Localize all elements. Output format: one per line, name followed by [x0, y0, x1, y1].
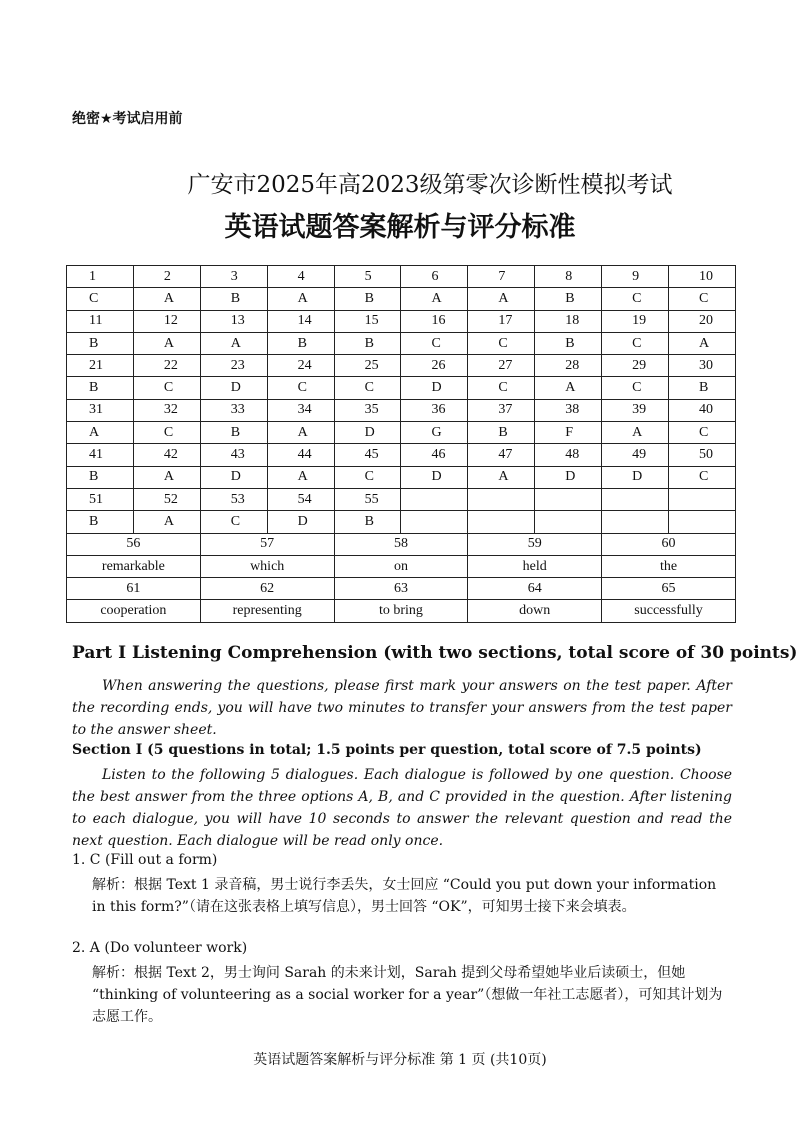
question-number-cell: 18	[535, 310, 602, 332]
answer-cell: B	[334, 511, 401, 533]
answer-cell: D	[267, 511, 334, 533]
fill-number-cell: 63	[334, 578, 468, 600]
answer-cell: D	[535, 466, 602, 488]
question-number-row	[67, 355, 736, 377]
answer-cell: C	[602, 377, 669, 399]
fill-number-cell: 58	[334, 533, 468, 555]
question-number-cell: 7	[468, 266, 535, 288]
question-number-cell	[401, 488, 468, 510]
answer-key-table	[66, 265, 736, 623]
question-number-cell: 49	[602, 444, 669, 466]
question-number-cell	[468, 488, 535, 510]
answer-cell: A	[468, 466, 535, 488]
answer-cell: B	[67, 377, 134, 399]
answer-row	[67, 511, 736, 533]
question-2-explanation: 解析：根据 Text 2，男士询问 Sarah 的未来计划，Sarah 提到父母希望她毕业后读硕士，但她 “thinking of volunteering as a social worker for a year”（想做一年社工志愿者），可知其计划为志愿工作。	[92, 965, 723, 1025]
answer-cell: C	[133, 377, 200, 399]
answer-cell: B	[334, 288, 401, 310]
answer-cell: C	[669, 466, 736, 488]
question-number-cell: 40	[669, 399, 736, 421]
answer-cell: A	[468, 288, 535, 310]
part1-heading: Part I Listening Comprehension (with two sections, total score of 30 points)	[72, 643, 798, 663]
answer-cell: B	[669, 377, 736, 399]
answer-cell: C	[602, 332, 669, 354]
question-number-cell: 20	[669, 310, 736, 332]
answer-cell	[535, 511, 602, 533]
fill-answer-cell: on	[334, 555, 468, 577]
fill-answer-cell: representing	[200, 600, 334, 622]
question-number-cell: 28	[535, 355, 602, 377]
answer-cell: B	[67, 511, 134, 533]
answer-row	[67, 377, 736, 399]
page-footer: 英语试题答案解析与评分标准 第 1 页 (共10页)	[253, 1052, 547, 1068]
question-number-cell: 50	[669, 444, 736, 466]
fill-answer-cell: cooperation	[67, 600, 201, 622]
question-number-cell: 14	[267, 310, 334, 332]
answer-cell	[602, 511, 669, 533]
fill-number-cell: 56	[67, 533, 201, 555]
question-number-cell: 23	[200, 355, 267, 377]
question-number-cell: 32	[133, 399, 200, 421]
fill-number-cell: 64	[468, 578, 602, 600]
answer-cell: C	[669, 422, 736, 444]
question-number-cell: 42	[133, 444, 200, 466]
answer-cell: D	[200, 466, 267, 488]
answer-row	[67, 422, 736, 444]
question-number-cell: 39	[602, 399, 669, 421]
answer-cell: A	[267, 288, 334, 310]
answer-cell: A	[67, 422, 134, 444]
fill-number-cell: 62	[200, 578, 334, 600]
answer-cell: D	[334, 422, 401, 444]
document-title: 英语试题答案解析与评分标准	[224, 212, 576, 243]
answer-cell: C	[669, 288, 736, 310]
question-number-cell: 3	[200, 266, 267, 288]
question-number-row	[67, 266, 736, 288]
fill-number-row	[67, 578, 736, 600]
answer-cell: A	[267, 466, 334, 488]
question-number-cell: 43	[200, 444, 267, 466]
answer-row	[67, 288, 736, 310]
fill-answer-cell: held	[468, 555, 602, 577]
fill-answer-cell: successfully	[602, 600, 736, 622]
question-number-cell: 35	[334, 399, 401, 421]
question-number-row	[67, 310, 736, 332]
answer-cell: A	[133, 332, 200, 354]
confidential-label: 绝密★考试启用前	[72, 111, 183, 127]
answer-cell: A	[267, 422, 334, 444]
answer-cell: C	[401, 332, 468, 354]
answer-row	[67, 466, 736, 488]
answer-cell: A	[401, 288, 468, 310]
question-number-cell: 10	[669, 266, 736, 288]
answer-cell: C	[602, 288, 669, 310]
question-number-cell: 52	[133, 488, 200, 510]
answer-cell: A	[602, 422, 669, 444]
question-number-cell	[669, 488, 736, 510]
answer-cell: B	[468, 422, 535, 444]
question-number-cell: 30	[669, 355, 736, 377]
answer-cell: A	[200, 332, 267, 354]
answer-row	[67, 332, 736, 354]
answer-cell	[468, 511, 535, 533]
question-number-cell: 53	[200, 488, 267, 510]
answer-cell: B	[535, 288, 602, 310]
question-number-cell: 6	[401, 266, 468, 288]
question-number-cell: 29	[602, 355, 669, 377]
question-number-row	[67, 488, 736, 510]
section1-instructions: Listen to the following 5 dialogues. Each dialogue is followed by one question. Choose the best answer from the three options A, B, and C provided in the question. After listening to each dialogue, you will have 10 seconds to answer the relevant question and read the next question. Each dialogue will be read only once.	[72, 767, 732, 849]
answer-cell: B	[267, 332, 334, 354]
question-number-row	[67, 399, 736, 421]
answer-cell: C	[267, 377, 334, 399]
question-number-cell	[602, 488, 669, 510]
answer-cell: B	[67, 332, 134, 354]
answer-cell: B	[67, 466, 134, 488]
question-number-cell: 8	[535, 266, 602, 288]
fill-answer-row	[67, 600, 736, 622]
question-number-cell: 27	[468, 355, 535, 377]
question-number-cell: 31	[67, 399, 134, 421]
section1-heading: Section I (5 questions in total; 1.5 points per question, total score of 7.5 points)	[72, 742, 702, 758]
question-1-answer: 1. C (Fill out a form)	[72, 852, 218, 868]
answer-cell: C	[334, 377, 401, 399]
answer-cell: B	[535, 332, 602, 354]
question-number-cell: 45	[334, 444, 401, 466]
answer-cell: A	[535, 377, 602, 399]
question-number-cell: 36	[401, 399, 468, 421]
question-number-cell: 15	[334, 310, 401, 332]
answer-cell: C	[67, 288, 134, 310]
part1-instructions: When answering the questions, please first mark your answers on the test paper. After the recording ends, you will have two minutes to transfer your answers from the test paper to the answer sheet.	[72, 678, 732, 738]
question-number-cell: 37	[468, 399, 535, 421]
answer-cell: D	[401, 466, 468, 488]
question-1-explanation: 解析：根据 Text 1 录音稿，男士说行李丢失，女士回应 “Could you put down your information in this form?”（请在这张表格上填写信息），男士回答 “OK”，可知男士接下来会填表。	[92, 877, 717, 915]
question-number-cell: 25	[334, 355, 401, 377]
question-number-cell: 5	[334, 266, 401, 288]
fill-answer-cell: remarkable	[67, 555, 201, 577]
question-number-cell: 19	[602, 310, 669, 332]
fill-answer-cell: down	[468, 600, 602, 622]
answer-cell: A	[133, 288, 200, 310]
fill-number-cell: 65	[602, 578, 736, 600]
question-number-cell: 12	[133, 310, 200, 332]
question-number-cell: 21	[67, 355, 134, 377]
fill-number-cell: 60	[602, 533, 736, 555]
question-number-row	[67, 444, 736, 466]
answer-cell: A	[133, 511, 200, 533]
question-number-cell: 33	[200, 399, 267, 421]
answer-cell: C	[334, 466, 401, 488]
answer-cell: B	[200, 422, 267, 444]
question-number-cell: 13	[200, 310, 267, 332]
question-number-cell: 24	[267, 355, 334, 377]
question-number-cell: 44	[267, 444, 334, 466]
question-number-cell: 4	[267, 266, 334, 288]
answer-cell: D	[602, 466, 669, 488]
answer-cell: D	[200, 377, 267, 399]
question-number-cell: 34	[267, 399, 334, 421]
answer-cell	[669, 511, 736, 533]
question-number-cell: 9	[602, 266, 669, 288]
fill-answer-cell: the	[602, 555, 736, 577]
question-number-cell: 47	[468, 444, 535, 466]
question-number-cell: 26	[401, 355, 468, 377]
question-number-cell: 22	[133, 355, 200, 377]
answer-cell	[401, 511, 468, 533]
question-number-cell	[535, 488, 602, 510]
question-number-cell: 41	[67, 444, 134, 466]
answer-cell: A	[669, 332, 736, 354]
answer-cell: C	[200, 511, 267, 533]
answer-cell: D	[401, 377, 468, 399]
question-number-cell: 16	[401, 310, 468, 332]
answer-cell: B	[200, 288, 267, 310]
question-number-cell: 48	[535, 444, 602, 466]
fill-number-cell: 59	[468, 533, 602, 555]
question-number-cell: 38	[535, 399, 602, 421]
question-number-cell: 1	[67, 266, 134, 288]
fill-number-cell: 57	[200, 533, 334, 555]
answer-cell: C	[133, 422, 200, 444]
answer-cell: A	[133, 466, 200, 488]
question-number-cell: 51	[67, 488, 134, 510]
question-number-cell: 54	[267, 488, 334, 510]
fill-number-row	[67, 533, 736, 555]
answer-cell: G	[401, 422, 468, 444]
question-number-cell: 17	[468, 310, 535, 332]
fill-answer-row	[67, 555, 736, 577]
question-number-cell: 46	[401, 444, 468, 466]
answer-cell: C	[468, 377, 535, 399]
exam-title: 广安市2025年高2023级第零次诊断性模拟考试	[187, 172, 673, 198]
fill-answer-cell: which	[200, 555, 334, 577]
answer-cell: B	[334, 332, 401, 354]
question-number-cell: 2	[133, 266, 200, 288]
fill-answer-cell: to bring	[334, 600, 468, 622]
question-number-cell: 55	[334, 488, 401, 510]
answer-cell: F	[535, 422, 602, 444]
question-2-answer: 2. A (Do volunteer work)	[72, 940, 248, 956]
question-number-cell: 11	[67, 310, 134, 332]
fill-number-cell: 61	[67, 578, 201, 600]
answer-cell: C	[468, 332, 535, 354]
